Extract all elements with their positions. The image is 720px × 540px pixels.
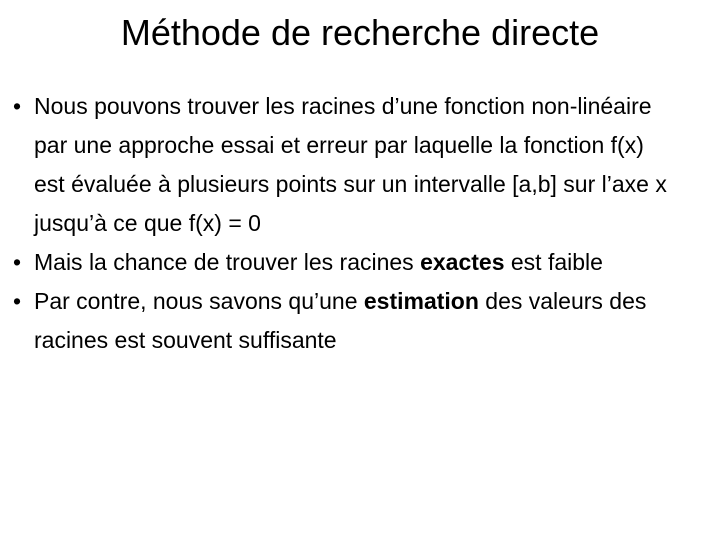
bullet-text-segment: est faible	[504, 249, 603, 275]
bullet-text-segment: Nous pouvons trouver les racines d’une fonction non-linéaire par une approche essai et erreur par laquelle la fonction f(x) est évaluée à plusieurs points sur un intervalle [a,b] sur l’axe x jusqu’à ce que f(x) = 0	[34, 93, 667, 236]
bullet-dot-icon: •	[12, 288, 22, 314]
bullet-item	[0, 282, 674, 360]
bullet-list	[0, 87, 720, 360]
bullet-text-emphasis: estimation	[363, 288, 479, 314]
bullet-text	[34, 249, 603, 275]
slide-title: Méthode de recherche directe	[120, 12, 600, 53]
bullet-dot-icon: •	[12, 93, 22, 119]
bullet-text-segment: Par contre, nous savons qu’une	[34, 288, 364, 314]
bullet-item	[0, 243, 674, 282]
bullet-text	[34, 93, 667, 236]
bullet-text-segment: des valeurs des racines est souvent suffisante	[34, 288, 647, 353]
bullet-item	[0, 87, 674, 243]
bullet-text-segment: Mais la chance de trouver les racines	[34, 249, 421, 275]
bullet-dot-icon: •	[12, 249, 22, 275]
bullet-text	[34, 288, 646, 353]
bullet-text-emphasis: exactes	[420, 249, 505, 275]
